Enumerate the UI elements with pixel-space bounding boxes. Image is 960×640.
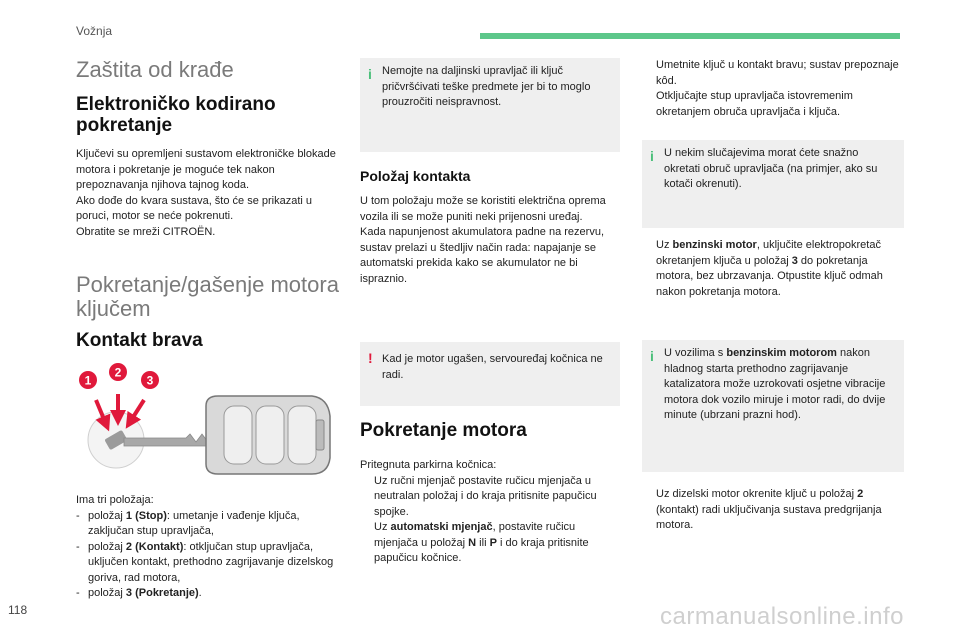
- petrol-step: [642, 238, 904, 300]
- engine-start-steps: [360, 458, 622, 567]
- fob-edge-icon: [316, 420, 324, 450]
- info-icon: i: [650, 148, 654, 164]
- arrow-3: [130, 400, 144, 422]
- col3-list: [642, 58, 904, 120]
- step-manual-gearbox: Uz ručni mjenjač postavite ručicu mjenjača u neutralan položaj i do kraja pritisnite papučicu spojke.: [374, 474, 597, 518]
- fob-lock-button-icon: [224, 406, 252, 464]
- col1-paragraphs: [76, 147, 346, 240]
- warning-box-text: Kad je motor ugašen, servouređaj kočnica ne radi.: [382, 353, 603, 381]
- warning-icon: !: [368, 350, 373, 366]
- title-start-stop-key: Pokretanje/gašenje motora ključem: [76, 272, 339, 321]
- warning-box-brakes: [360, 342, 620, 406]
- step-petrol-engine: Uz benzinski motor, uključite elektropokretač okretanjem ključa u položaj 3 do pokretanja motora, bez ubrzavanja. Otpustite ključ odmah nakon pokretanja motora.: [656, 239, 883, 298]
- info-box-text: Nemojte na daljinski upravljač ili ključ pričvršćivati teške predmete jer bi to moglo prouzročiti neispravnost.: [382, 65, 591, 108]
- positions-list: [76, 509, 346, 602]
- step-unlock-steering: Otključajte stup upravljača istovremenim okretanjem obruča upravljača i ključa.: [656, 90, 853, 118]
- callout-1-label: 1: [84, 373, 92, 388]
- positions-intro: Ima tri položaja:: [76, 494, 154, 506]
- section-label: Vožnja: [76, 24, 113, 38]
- ignition-positions: [76, 493, 346, 602]
- para-fault: Ako dođe do kvara sustava, što će se prikazati u poruci, motor se neće pokrenuti.: [76, 194, 313, 222]
- info-icon: i: [368, 66, 372, 82]
- info-box-remote: [360, 58, 620, 152]
- position-item: - položaj 1 (Stop): umetanje i vađenje ključa, zaključan stup upravljača,: [76, 509, 300, 537]
- step-diesel-engine: Uz dizelski motor okrenite ključ u položaj 2 (kontakt) radi uključivanja sustava predgrijanja motora.: [656, 488, 882, 531]
- info-box-steering: [642, 140, 904, 228]
- callout-2-label: 2: [114, 365, 122, 380]
- step-automatic-gearbox: Uz automatski mjenjač, postavite ručicu mjenjača u položaj N ili P i do kraja pritisnite papučicu kočnice.: [374, 521, 589, 564]
- diesel-list: [642, 487, 904, 534]
- subtitle-ignition-lock: Kontakt brava: [76, 330, 203, 351]
- watermark: carmanualsonline.info: [660, 603, 904, 630]
- fob-trunk-button-icon: [288, 406, 316, 464]
- engine-start-list: [360, 474, 622, 567]
- page-number: 118: [8, 603, 28, 617]
- para-contact-network: Obratite se mreži CITROËN.: [76, 225, 216, 238]
- info-box-text: U vozilima s benzinskim motorom nakon hladnog starta prethodno zagrijavanje katalizatora može uzrokovati osjetne vibracije motora dok vozilo miruje i motor radi, do dvije minute (ubrzani prazni hod).: [664, 347, 886, 421]
- petrol-list: [642, 238, 904, 300]
- step-insert-key: Umetnite ključ u kontakt bravu; sustav prepoznaje kôd.: [656, 59, 899, 87]
- position-item: - položaj 3 (Pokretanje).: [76, 587, 202, 599]
- section-accent-bar: [480, 33, 900, 39]
- title-theft-protection: Zaštita od krađe: [76, 57, 234, 82]
- fob-unlock-button-icon: [256, 406, 284, 464]
- para-accessories: U tom položaju može se koristiti električna oprema vozila ili se može puniti neki prijenosni uređaj.: [360, 195, 606, 223]
- info-box-petrol-vibration: [642, 340, 904, 472]
- title-ignition-position: Položaj kontakta: [360, 168, 471, 184]
- ignition-key-figure: [76, 360, 346, 480]
- subtitle-electronic-start: Elektroničko kodirano pokretanje: [76, 94, 276, 136]
- engine-start-intro: Pritegnuta parkirna kočnica:: [360, 459, 497, 471]
- para-battery-saving: Kada napunjenost akumulatora padne na rezervu, sustav prelazi u štedljiv način rada: napajanje se automatski prekida kako se akumulator ne bi ispraznio.: [360, 226, 605, 285]
- callout-3-label: 3: [146, 373, 154, 388]
- title-engine-start: Pokretanje motora: [360, 420, 527, 441]
- col3-steps: [642, 58, 904, 120]
- para-immobilizer: Ključevi su opremljeni sustavom elektroničke blokade motora i pokretanje je moguće tek nakon prepoznavanja njihova tajnog koda.: [76, 148, 336, 191]
- position-item: - položaj 2 (Kontakt): otključan stup upravljača, uključen kontakt, prethodno zagrijavanje dizelskog goriva, rad motora,: [76, 540, 334, 584]
- info-box-text: U nekim slučajevima morat ćete snažno okretati obruč upravljača (na primjer, ako su kotači okrenuti).: [664, 147, 878, 190]
- info-icon: i: [650, 348, 654, 364]
- col2-paragraphs: [360, 194, 620, 287]
- diesel-step: [642, 487, 904, 534]
